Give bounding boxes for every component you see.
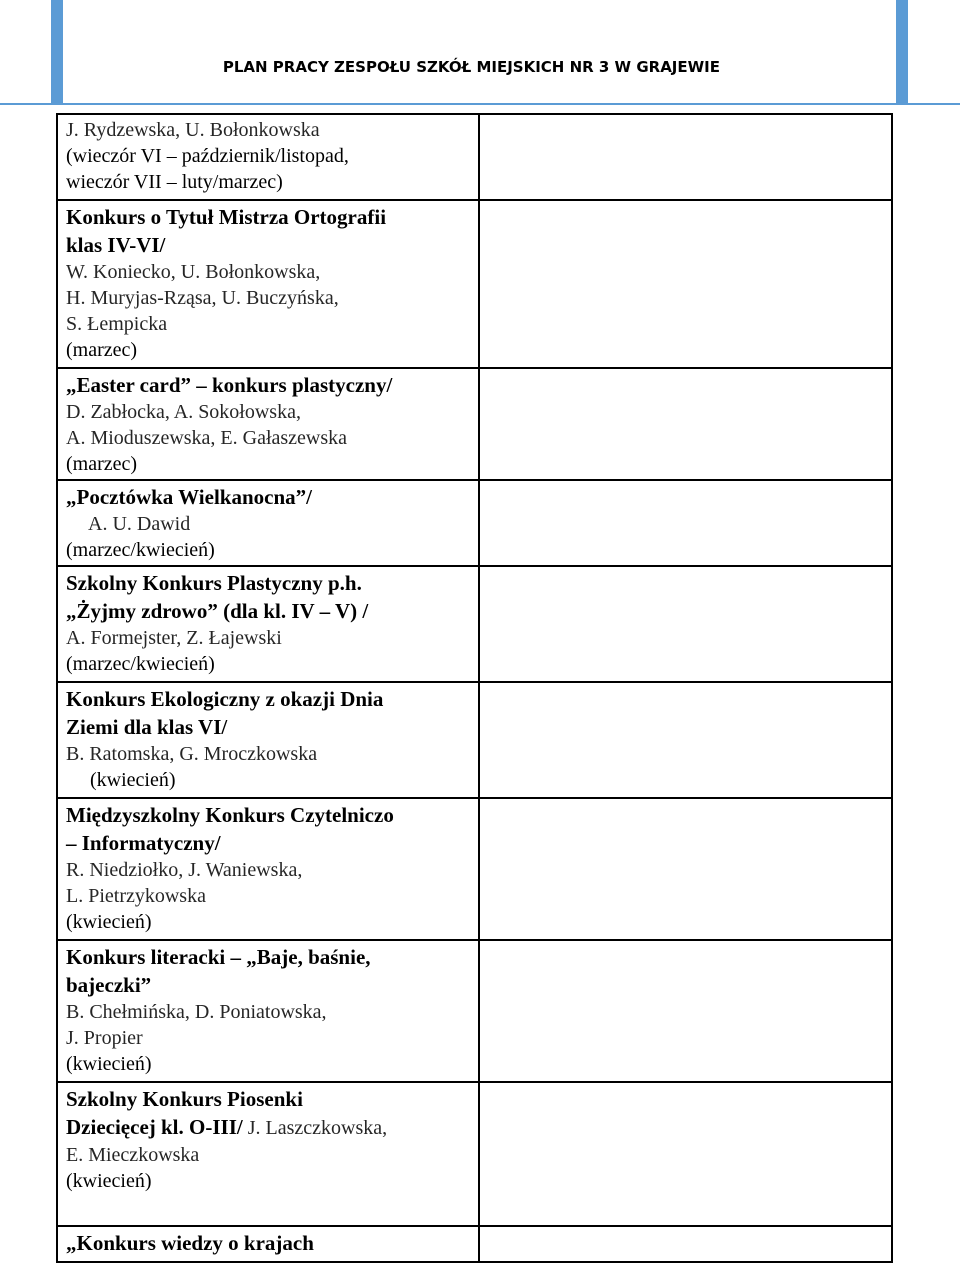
event-description-cell [57,200,479,368]
empty-notes-cell [479,114,892,200]
event-title-line: – Informatyczny/ [66,831,221,855]
event-title-line: „Konkurs wiedzy o krajach [66,1231,314,1255]
event-organizers-line: E. Mieczkowska [66,1144,200,1166]
page-header-title: PLAN PRACY ZESPOŁU SZKÓŁ MIEJSKICH NR 3 W GRAJEWIE [222,58,720,76]
plan-table-row [57,798,892,940]
event-title-line: Szkolny Konkurs Plastyczny p.h. [66,571,362,595]
plan-table-row [57,114,892,200]
plan-table-body [57,114,892,1262]
event-description-cell [57,798,479,940]
event-organizers-line: A. Formejster, Z. Łajewski [66,627,282,649]
event-title-line [66,1113,470,1142]
event-title-line: Międzyszkolny Konkurs Czytelniczo [66,803,394,827]
event-date-line: (marzec/kwiecień) [66,539,215,561]
plan-table-row [57,940,892,1082]
empty-notes-cell [479,1082,892,1226]
event-date-line: (kwiecień) [66,1053,152,1075]
plan-table [56,113,893,1263]
event-date-line: (wieczór VI – październik/listopad, [66,145,349,167]
header-accent-bar-right [896,0,908,103]
event-description-cell [57,1226,479,1262]
empty-notes-cell [479,1226,892,1262]
event-title-line: bajeczki” [66,973,152,997]
event-title-line: „Żyjmy zdrowo” (dla kl. IV – V) / [66,599,369,623]
event-organizers-line: S. Łempicka [66,313,168,335]
plan-table-row [57,200,892,368]
event-date-line: wieczór VII – luty/marzec) [66,171,283,193]
event-title-line: „Easter card” – konkurs plastyczny/ [66,373,393,397]
plan-table-row [57,480,892,566]
plan-table-row [57,368,892,480]
plan-table-row [57,682,892,798]
header-accent-bar-left [51,0,63,103]
event-title-line: Konkurs Ekologiczny z okazji Dnia [66,687,384,711]
event-description-cell [57,114,479,200]
event-description-cell [57,566,479,682]
event-organizers-line: J. Propier [66,1027,143,1049]
event-organizers-line: R. Niedziołko, J. Waniewska, [66,859,303,881]
event-description-cell [57,368,479,480]
empty-notes-cell [479,798,892,940]
plan-table-row [57,1082,892,1226]
event-date-line: (marzec) [66,453,138,475]
event-title-line: klas IV-VI/ [66,233,166,257]
empty-notes-cell [479,368,892,480]
event-title-line: Konkurs literacki – „Baje, baśnie, [66,945,371,969]
event-description-cell [57,1082,479,1226]
event-organizers-line: B. Chełmińska, D. Poniatowska, [66,1001,327,1023]
event-date-line: (marzec) [66,339,138,361]
event-organizers-line: A. U. Dawid [88,513,191,535]
event-date-line: (marzec/kwiecień) [66,653,215,675]
event-organizers-line: J. Rydzewska, U. Bołonkowska [66,119,320,141]
empty-notes-cell [479,682,892,798]
event-organizer-part: J. Laszczkowska, [242,1117,388,1139]
event-description-cell [57,480,479,566]
empty-notes-cell [479,566,892,682]
header-divider [0,103,960,105]
event-title-part: Dziecięcej kl. O-III/ [66,1115,243,1139]
event-description-cell [57,682,479,798]
event-date-line: (kwiecień) [90,769,176,791]
event-organizers-line: B. Ratomska, G. Mroczkowska [66,743,318,765]
empty-notes-cell [479,940,892,1082]
plan-table-row [57,1226,892,1262]
event-organizers-line: L. Pietrzykowska [66,885,206,907]
event-date-line: (kwiecień) [66,1170,152,1192]
event-title-line: Szkolny Konkurs Piosenki [66,1087,303,1111]
event-organizers-line: A. Mioduszewska, E. Gałaszewska [66,427,348,449]
event-organizers-line: D. Zabłocka, A. Sokołowska, [66,401,301,423]
empty-notes-cell [479,480,892,566]
event-date-line: (kwiecień) [66,911,152,933]
event-organizers-line: H. Muryjas-Rząsa, U. Buczyńska, [66,287,339,309]
empty-notes-cell [479,200,892,368]
event-description-cell [57,940,479,1082]
event-title-line: Ziemi dla klas VI/ [66,715,228,739]
event-title-line: „Pocztówka Wielkanocna”/ [66,485,312,509]
event-title-line: Konkurs o Tytuł Mistrza Ortografii [66,205,387,229]
event-organizers-line: W. Koniecko, U. Bołonkowska, [66,261,321,283]
plan-table-row [57,566,892,682]
